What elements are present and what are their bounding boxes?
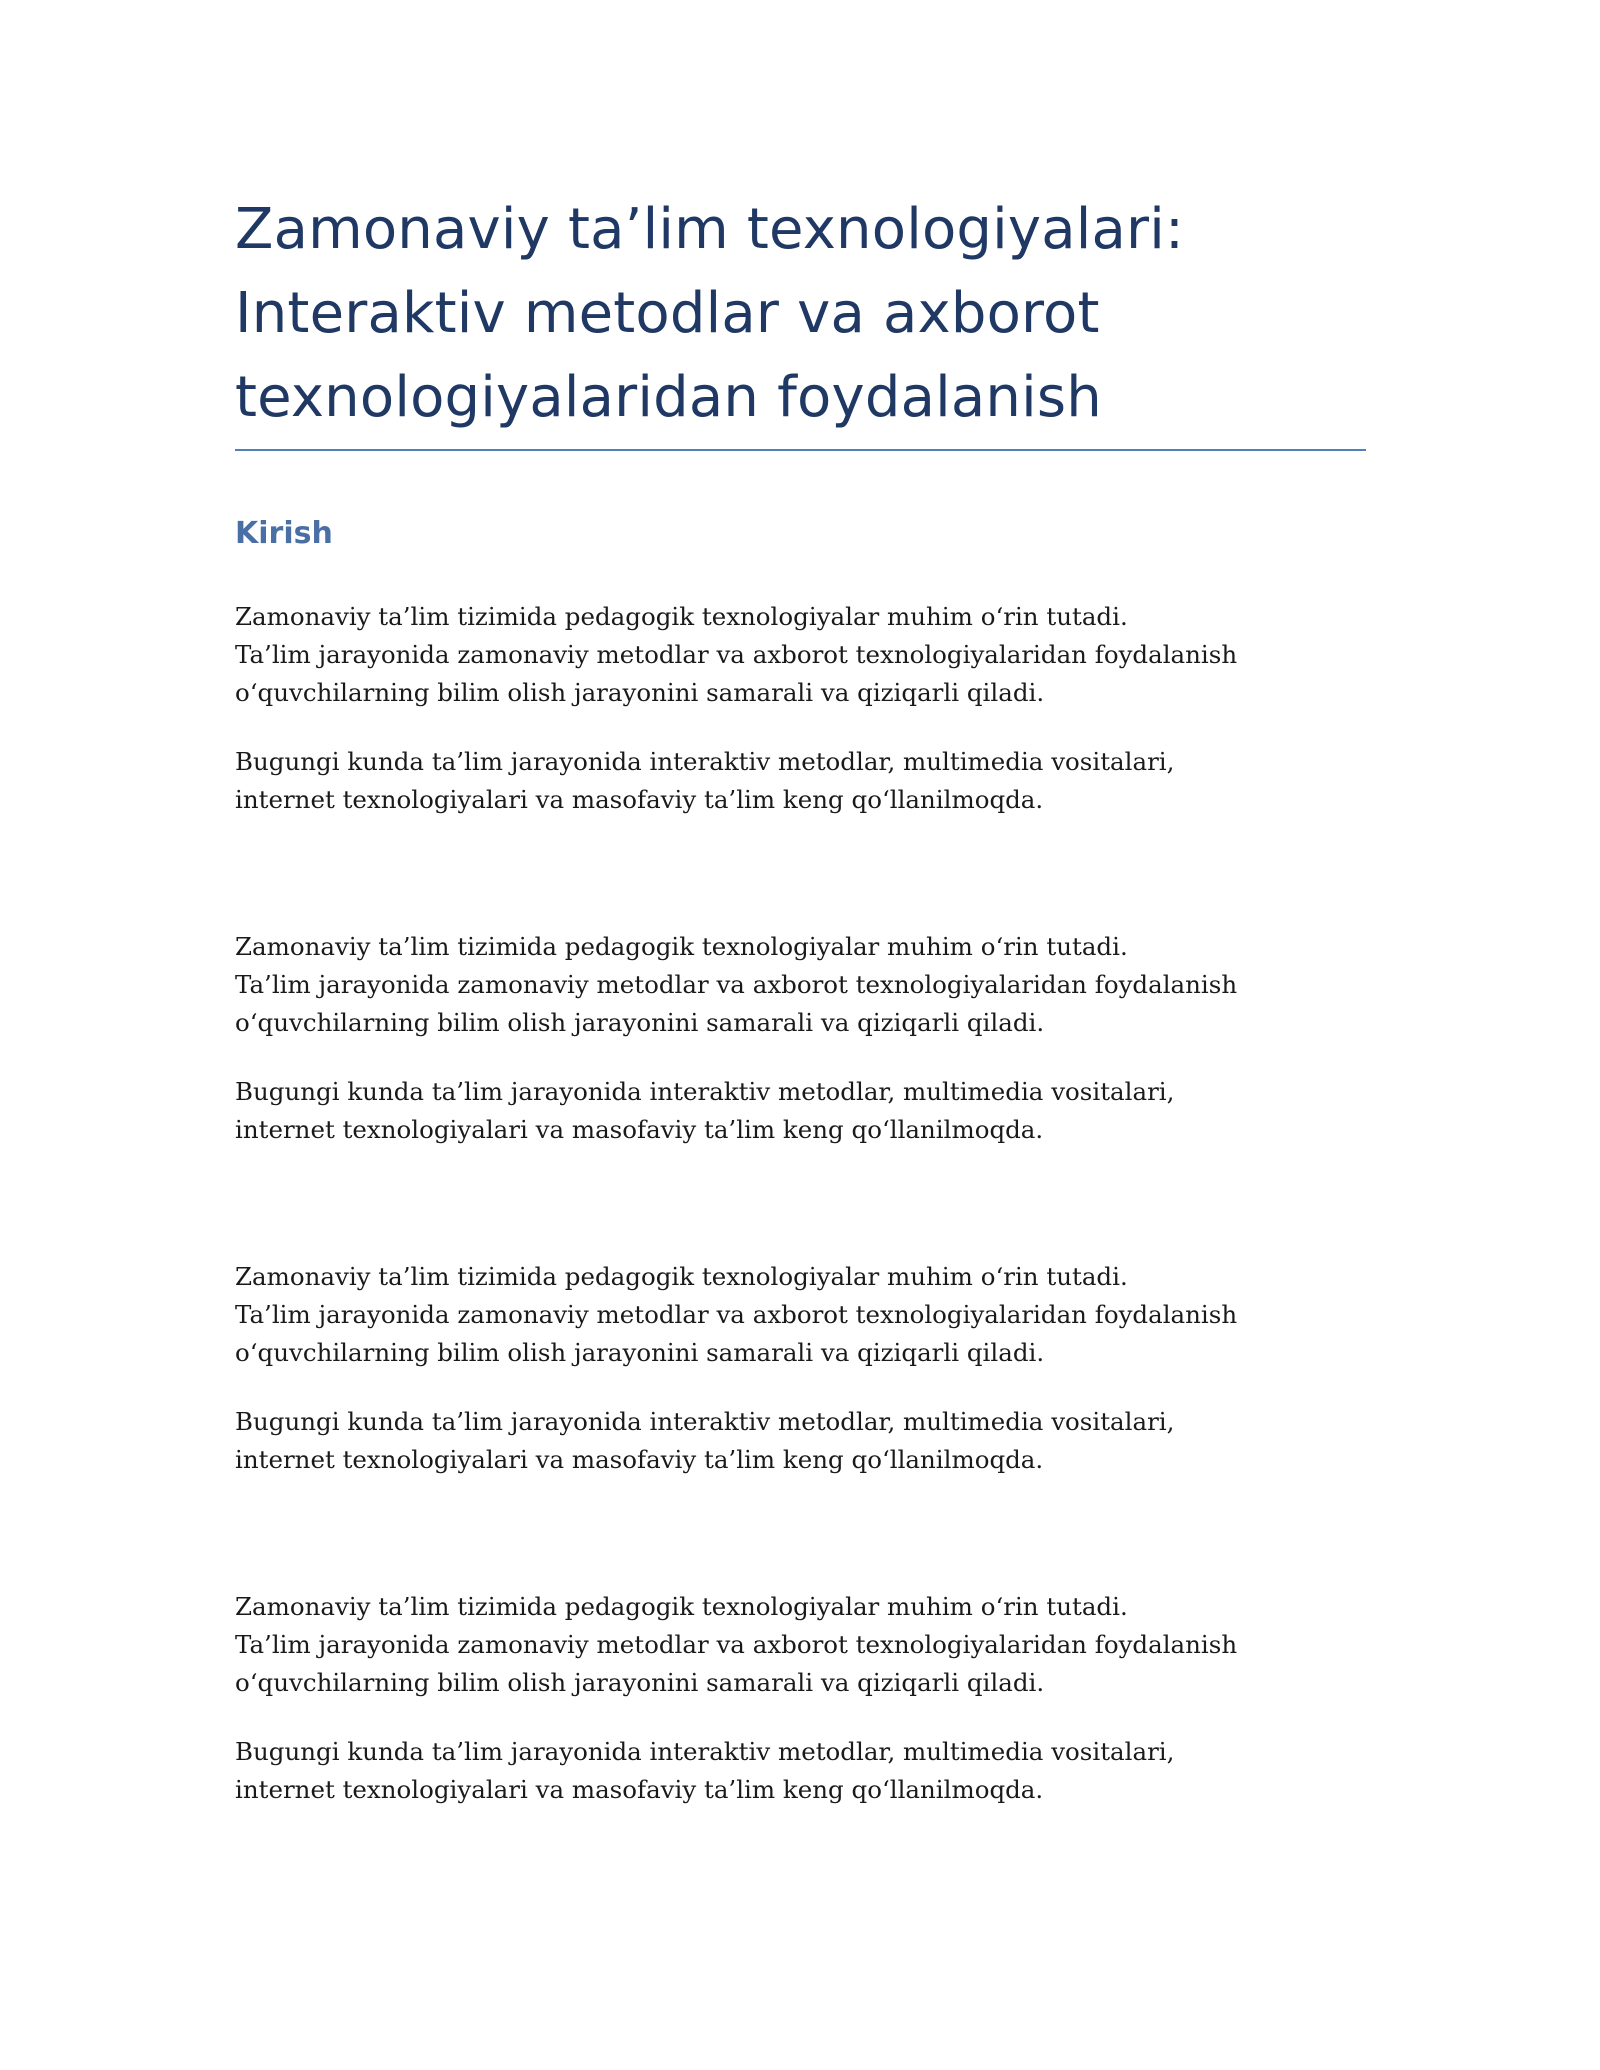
paragraph-line: Bugungi kunda ta’lim jarayonida interaktiv metodlar, multimedia vositalari,	[235, 747, 1175, 776]
paragraph-line: internet texnologiyalari va masofaviy ta’lim keng qo‘llanilmoqda.	[235, 1445, 1044, 1474]
body-paragraph	[235, 743, 1375, 819]
paragraph-line: Zamonaviy ta’lim tizimida pedagogik texnologiyalar muhim o‘rin tutadi.	[235, 1592, 1128, 1621]
paragraph-line: Ta’lim jarayonida zamonaviy metodlar va axborot texnologiyalaridan foydalanish	[235, 970, 1238, 999]
body-paragraph	[235, 1588, 1375, 1702]
title-line: texnologiyalaridan foydalanish	[235, 365, 1102, 430]
paragraph-line: o‘quvchilarning bilim olish jarayonini samarali va qiziqarli qiladi.	[235, 1008, 1045, 1037]
paragraph-line: o‘quvchilarning bilim olish jarayonini samarali va qiziqarli qiladi.	[235, 678, 1045, 707]
document-title	[235, 188, 1375, 440]
paragraph-line: Zamonaviy ta’lim tizimida pedagogik texnologiyalar muhim o‘rin tutadi.	[235, 1262, 1128, 1291]
paragraph-line: internet texnologiyalari va masofaviy ta’lim keng qo‘llanilmoqda.	[235, 1775, 1044, 1804]
paragraph-line: Bugungi kunda ta’lim jarayonida interaktiv metodlar, multimedia vositalari,	[235, 1077, 1175, 1106]
paragraph-line: Zamonaviy ta’lim tizimida pedagogik texnologiyalar muhim o‘rin tutadi.	[235, 602, 1128, 631]
title-line: Zamonaviy ta’lim texnologiyalari:	[235, 197, 1185, 262]
body-paragraph	[235, 1403, 1375, 1479]
paragraph-line: Ta’lim jarayonida zamonaviy metodlar va axborot texnologiyalaridan foydalanish	[235, 1630, 1238, 1659]
paragraph-line: Bugungi kunda ta’lim jarayonida interaktiv metodlar, multimedia vositalari,	[235, 1407, 1175, 1436]
body-paragraph	[235, 1073, 1375, 1149]
paragraph-line: Bugungi kunda ta’lim jarayonida interaktiv metodlar, multimedia vositalari,	[235, 1737, 1175, 1766]
title-line: Interaktiv metodlar va axborot	[235, 281, 1100, 346]
paragraph-line: o‘quvchilarning bilim olish jarayonini samarali va qiziqarli qiladi.	[235, 1338, 1045, 1367]
paragraph-line: internet texnologiyalari va masofaviy ta’lim keng qo‘llanilmoqda.	[235, 1115, 1044, 1144]
section-heading-kirish: Kirish	[235, 516, 333, 551]
body-paragraph	[235, 598, 1375, 712]
paragraph-line: o‘quvchilarning bilim olish jarayonini samarali va qiziqarli qiladi.	[235, 1668, 1045, 1697]
title-underline-divider	[235, 449, 1366, 451]
body-paragraph	[235, 1733, 1375, 1809]
paragraph-line: Ta’lim jarayonida zamonaviy metodlar va axborot texnologiyalaridan foydalanish	[235, 1300, 1238, 1329]
paragraph-line: Ta’lim jarayonida zamonaviy metodlar va axborot texnologiyalaridan foydalanish	[235, 640, 1238, 669]
paragraph-line: Zamonaviy ta’lim tizimida pedagogik texnologiyalar muhim o‘rin tutadi.	[235, 932, 1128, 961]
paragraph-line: internet texnologiyalari va masofaviy ta’lim keng qo‘llanilmoqda.	[235, 785, 1044, 814]
body-paragraph	[235, 928, 1375, 1042]
body-paragraph	[235, 1258, 1375, 1372]
